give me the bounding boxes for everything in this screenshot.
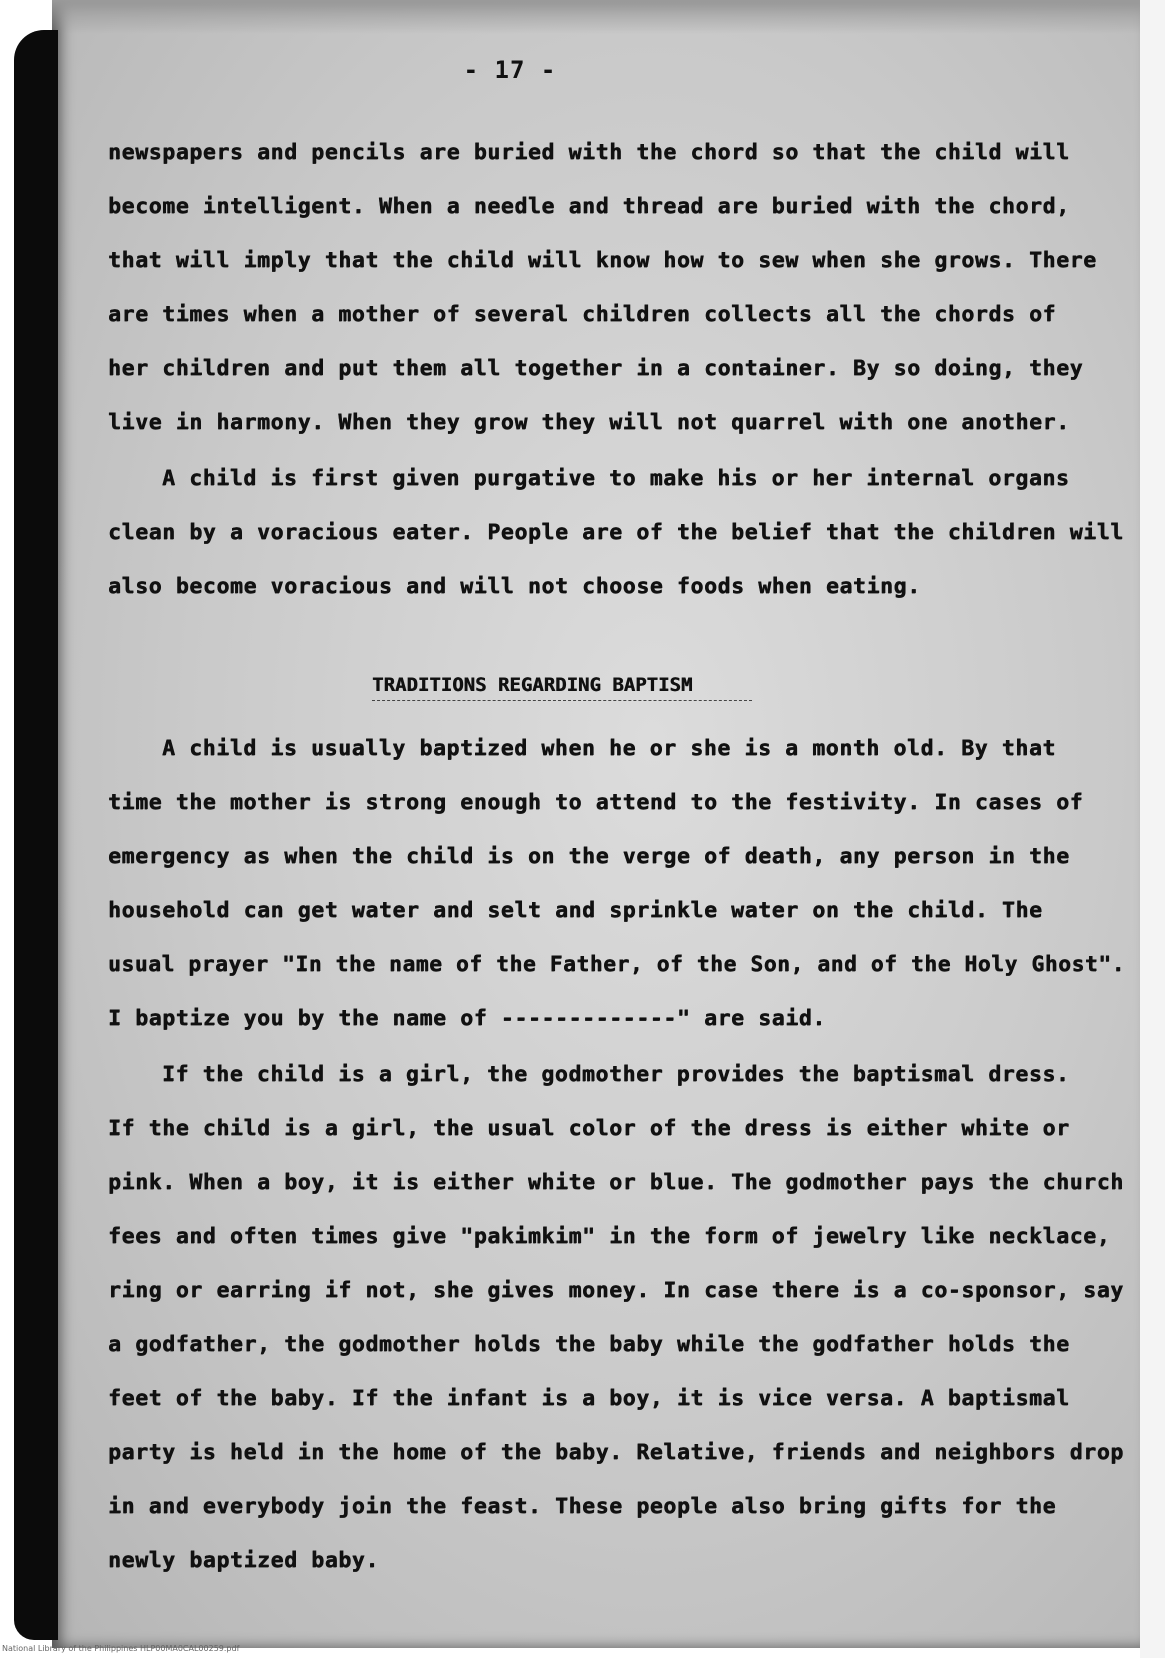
text-line: usual prayer "In the name of the Father, of the Son, and of the Holy Ghost". — [108, 952, 1126, 977]
text-line: live in harmony. When they grow they will not quarrel with one another. — [108, 410, 1070, 435]
text-line: become intelligent. When a needle and thread are buried with the chord, — [108, 194, 1070, 219]
text-line: household can get water and selt and sprinkle water on the child. The — [108, 898, 1043, 923]
page-number: - 17 - — [463, 56, 557, 84]
text-line: a godfather, the godmother holds the baby while the godfather holds the — [108, 1332, 1070, 1357]
text-line: If the child is a girl, the godmother provides the baptismal dress. — [162, 1062, 1070, 1087]
text-line: ring or earring if not, she gives money. In case there is a co-sponsor, say — [108, 1278, 1124, 1303]
text-line: her children and put them all together in a container. By so doing, they — [108, 356, 1084, 381]
heading-underline — [372, 700, 752, 701]
text-line: party is held in the home of the baby. Relative, friends and neighbors drop — [108, 1440, 1124, 1465]
scan-footer: National Library of the Philippines HLP00MA0CAL00259.pdf — [2, 1644, 240, 1653]
text-line: time the mother is strong enough to attend to the festivity. In cases of — [108, 790, 1084, 815]
text-line: also become voracious and will not choose foods when eating. — [108, 574, 921, 599]
text-line: emergency as when the child is on the verge of death, any person in the — [108, 844, 1070, 869]
text-line: in and everybody join the feast. These people also bring gifts for the — [108, 1494, 1057, 1519]
text-line: I baptize you by the name of -------------" are said. — [108, 1006, 826, 1031]
text-line: newly baptized baby. — [108, 1548, 379, 1573]
text-line: are times when a mother of several children collects all the chords of — [108, 302, 1057, 327]
text-line: newspapers and pencils are buried with the chord so that the child will — [108, 140, 1070, 165]
text-line: feet of the baby. If the infant is a boy, it is vice versa. A baptismal — [108, 1386, 1070, 1411]
text-line: pink. When a boy, it is either white or blue. The godmother pays the church — [108, 1170, 1124, 1195]
text-line: If the child is a girl, the usual color of the dress is either white or — [108, 1116, 1070, 1141]
section-heading: TRADITIONS REGARDING BAPTISM — [372, 674, 693, 696]
text-line: fees and often times give "pakimkim" in the form of jewelry like necklace, — [108, 1224, 1111, 1249]
text-line: that will imply that the child will know how to sew when she grows. There — [108, 248, 1097, 273]
text-line: A child is usually baptized when he or she is a month old. By that — [162, 736, 1056, 761]
text-line: A child is first given purgative to make his or her internal organs — [162, 466, 1070, 491]
text-line: clean by a voracious eater. People are of the belief that the children will — [108, 520, 1124, 545]
